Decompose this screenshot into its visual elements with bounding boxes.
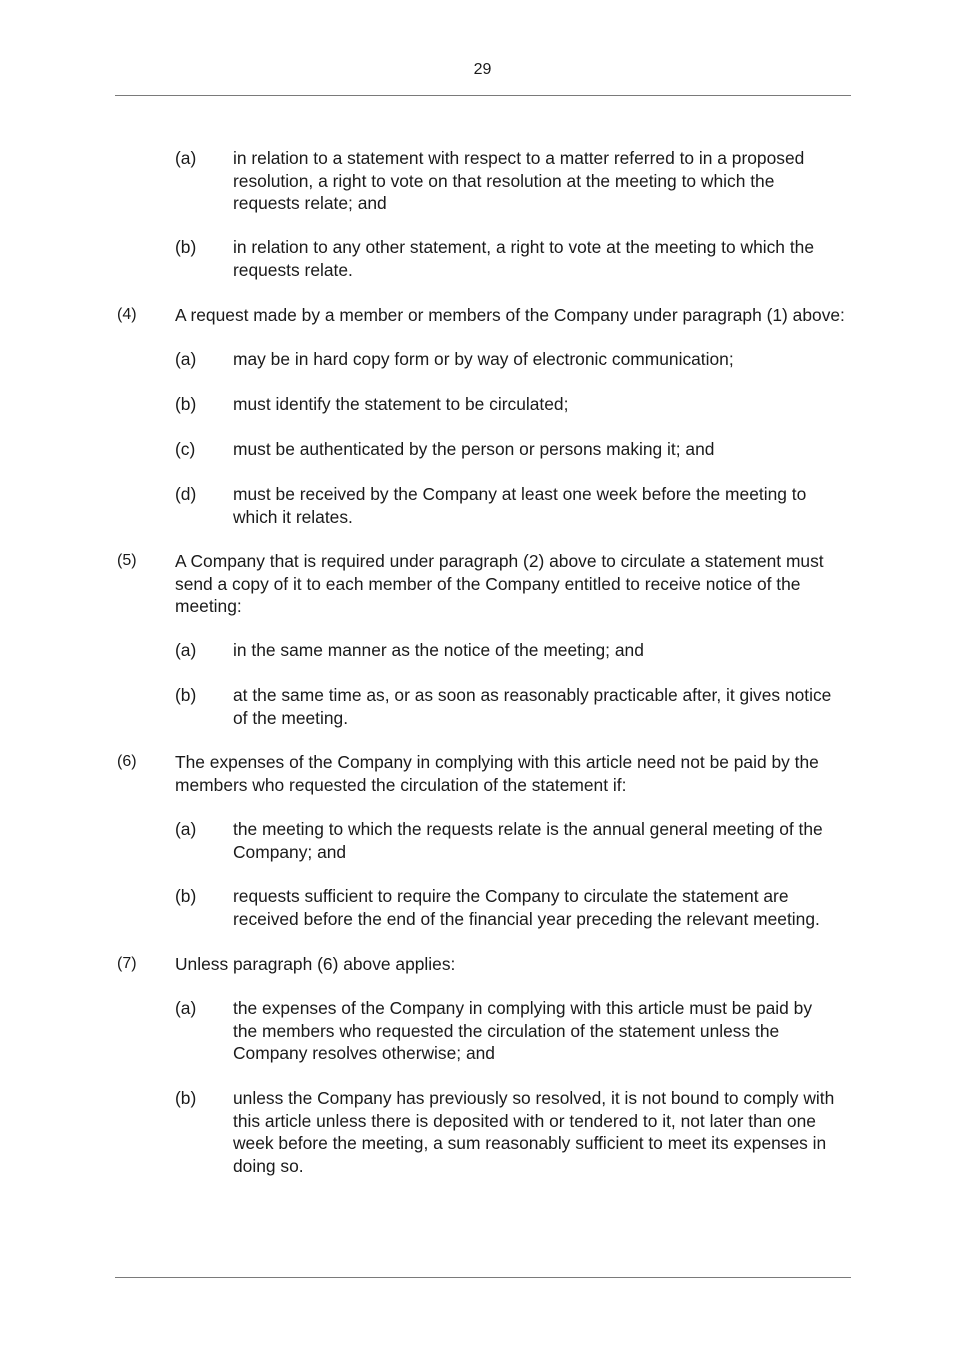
text-line: which it relates. <box>233 506 353 527</box>
text-line: unless the Company has previously so resolved, it is not bound to comply with <box>233 1088 835 1108</box>
item-label: (b) <box>175 685 197 705</box>
text-line: doing so. <box>233 1155 304 1176</box>
text-line: week before the meeting, a sum reasonably sufficient to meet its expenses in <box>233 1133 827 1153</box>
item-text <box>233 147 851 215</box>
text-line: A request made by a member or members of the Company under paragraph (1) above: <box>175 305 845 325</box>
text-line: the expenses of the Company in complying with this article must be paid by <box>233 998 813 1018</box>
clause-number: (6) <box>117 753 137 770</box>
text-line: the meeting to which the requests relate is the annual general meeting of the <box>233 819 823 839</box>
text-line: requests sufficient to require the Company to circulate the statement are <box>233 886 789 906</box>
header-rule <box>115 95 851 96</box>
text-line: requests relate. <box>233 259 353 280</box>
item-label: (a) <box>175 998 197 1018</box>
text-line: at the same time as, or as soon as reasonably practicable after, it gives notice <box>233 685 832 705</box>
item-label: (b) <box>175 886 197 906</box>
text-line: Company resolves otherwise; and <box>233 1043 495 1063</box>
text-line: Unless paragraph (6) above applies: <box>175 954 456 974</box>
clause-text <box>175 751 851 796</box>
item-label: (d) <box>175 484 197 504</box>
item-text <box>233 393 851 416</box>
text-line: this article unless there is deposited with or tendered to it, not later than one <box>233 1110 816 1131</box>
text-line: the members who requested the circulation of the statement unless the <box>233 1020 780 1041</box>
text-line: in the same manner as the notice of the meeting; and <box>233 640 644 660</box>
item-label: (a) <box>175 640 197 660</box>
item-text <box>233 236 851 281</box>
item-label: (c) <box>175 439 196 459</box>
clause-number: (5) <box>117 552 137 569</box>
text-line: send a copy of it to each member of the Company entitled to receive notice of the <box>175 573 801 594</box>
text-line: must be received by the Company at least one week before the meeting to <box>233 484 807 504</box>
text-line: may be in hard copy form or by way of electronic communication; <box>233 349 734 369</box>
item-text <box>233 639 851 662</box>
text-line: of the meeting. <box>233 707 349 728</box>
text-line: in relation to any other statement, a right to vote at the meeting to which the <box>233 237 814 257</box>
item-label: (b) <box>175 394 197 414</box>
text-line: Company; and <box>233 841 347 862</box>
item-label: (b) <box>175 237 197 257</box>
page-number: 29 <box>473 61 492 78</box>
text-line: meeting: <box>175 596 242 616</box>
item-text <box>233 885 851 930</box>
text-line: resolution, a right to vote on that resolution at the meeting to which the <box>233 170 775 191</box>
footer-rule <box>115 1277 851 1278</box>
item-label: (a) <box>175 819 197 839</box>
text-line: The expenses of the Company in complying with this article need not be paid by the <box>175 752 819 772</box>
item-label: (a) <box>175 349 197 369</box>
item-label: (b) <box>175 1088 197 1108</box>
item-label: (a) <box>175 148 197 168</box>
clause-number: (7) <box>117 955 137 972</box>
item-text <box>233 684 851 729</box>
clause-text <box>175 304 851 327</box>
item-text <box>233 818 851 863</box>
clause-text <box>175 953 851 976</box>
clause-number: (4) <box>117 306 137 323</box>
text-line: must identify the statement to be circulated; <box>233 394 569 414</box>
text-line: requests relate; and <box>233 193 387 213</box>
clause-text <box>175 550 851 618</box>
item-text <box>233 1087 851 1177</box>
text-line: received before the end of the financial year preceding the relevant meeting. <box>233 908 820 929</box>
item-text <box>233 348 851 371</box>
item-text <box>233 997 851 1065</box>
item-text <box>233 483 851 528</box>
text-line: members who requested the circulation of the statement if: <box>175 774 627 795</box>
text-line: A Company that is required under paragraph (2) above to circulate a statement must <box>175 551 824 571</box>
text-line: must be authenticated by the person or persons making it; and <box>233 439 715 459</box>
text-line: in relation to a statement with respect to a matter referred to in a proposed <box>233 148 805 168</box>
item-text <box>233 438 851 461</box>
